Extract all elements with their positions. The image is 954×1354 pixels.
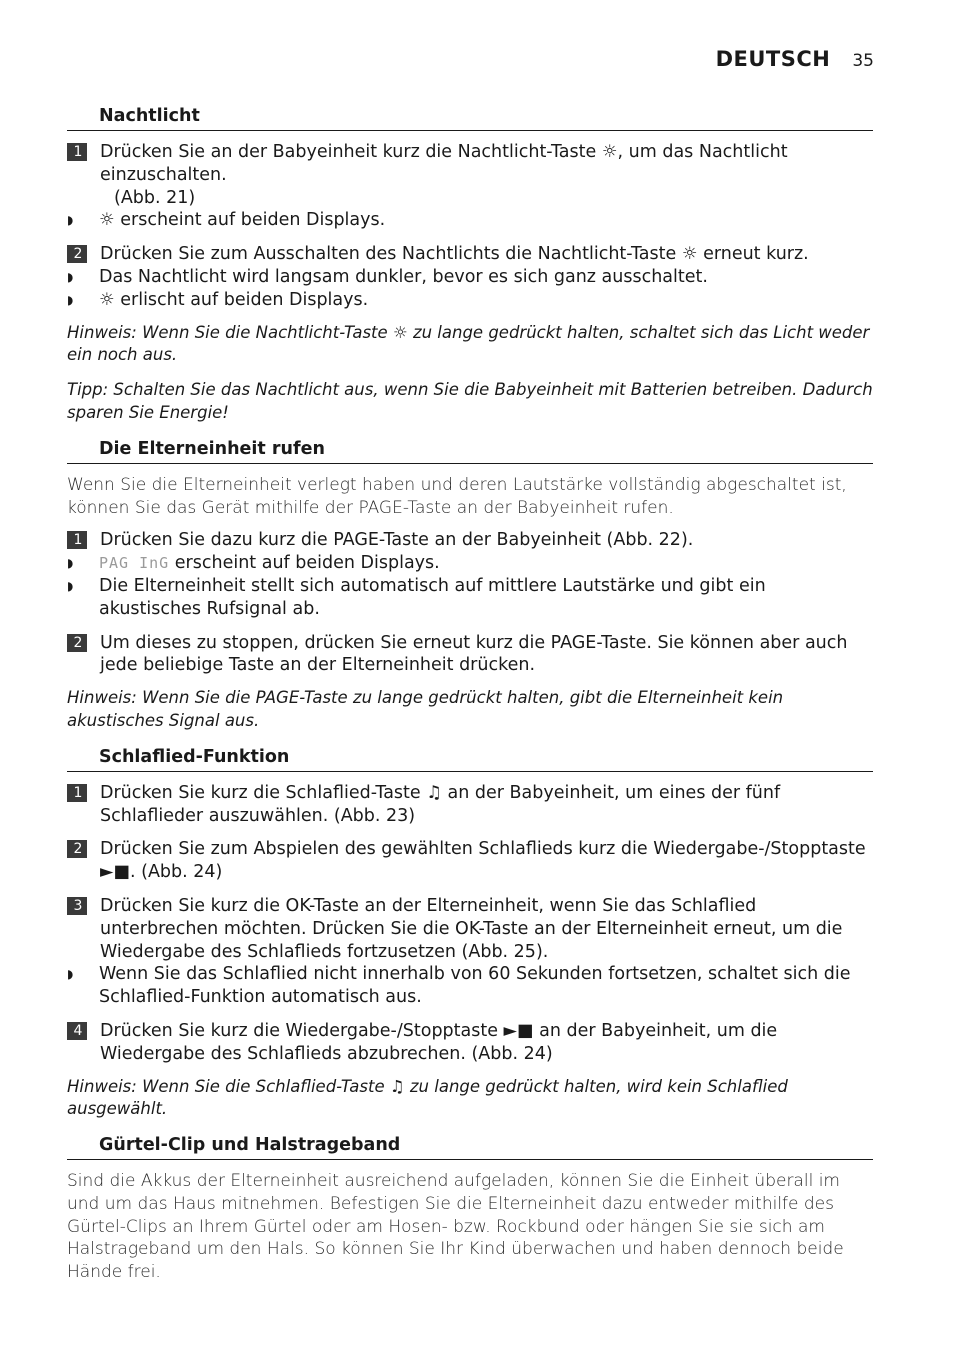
step-number: 2 [67,840,87,858]
step-1 [67,782,873,828]
page-number: 35 [852,51,874,71]
bullet-item [67,552,873,575]
step-number: 2 [67,634,87,652]
step-number: 2 [67,245,87,263]
bullet-item [67,575,873,621]
step-number: 1 [67,531,87,549]
step-1 [67,529,873,552]
step-1 [67,141,873,209]
step-text: Drücken Sie zum Abspielen des gewählten Schlaflieds kurz die Wiedergabe-/Stopptaste ►■. (Abb. 24) [100,839,866,883]
section-title: Schlaflied-Funktion [67,745,873,772]
section-title: Die Elterneinheit rufen [67,437,873,464]
bullet-icon: ◗ [67,292,74,307]
note-text: Hinweis: Wenn Sie die Nachtlicht-Taste ☼ zu lange gedrückt halten, schaltet sich das Licht weder ein noch aus. [67,322,870,365]
step-number: 1 [67,143,87,161]
step-4 [67,1020,873,1066]
bullet-text: Wenn Sie das Schlaflied nicht innerhalb von 60 Sekunden fortsetzen, schaltet sich die Schlaflied-Funktion automatisch aus. [99,964,851,1008]
step-text: Um dieses zu stoppen, drücken Sie erneut kurz die PAGE-Taste. Sie können aber auch jede beliebige Taste an der Elterneinheit drücken. [100,632,848,676]
section-guertel-clip [67,1133,873,1284]
language-label: DEUTSCH [715,47,831,71]
note-text: Hinweis: Wenn Sie die Schlaflied-Taste ♫ zu lange gedrückt halten, wird kein Schlaflied ausgewählt. [67,1076,788,1119]
bullet-text: ☼ erlischt auf beiden Displays. [99,289,369,310]
lcd-display-text: PAG InG [99,554,170,573]
bullet-text: ☼ erscheint auf beiden Displays. [99,210,386,231]
section-title: Nachtlicht [67,104,873,131]
step-text: Drücken Sie kurz die Schlaflied-Taste ♫ an der Babyeinheit, um eines der fünf Schlaflieder auszuwählen. (Abb. 23) [100,782,781,826]
step-text: Drücken Sie an der Babyeinheit kurz die Nachtlicht-Taste ☼, um das Nachtlicht einzuschalten. [100,142,788,185]
step-number: 4 [67,1022,87,1040]
bullet-text: Die Elterneinheit stellt sich automatisch auf mittlere Lautstärke und gibt ein akustisches Rufsignal ab. [99,575,766,619]
bullet-item [67,209,873,232]
bullet-icon: ◗ [67,556,74,571]
intro-paragraph: Wenn Sie die Elterneinheit verlegt haben und deren Lautstärke vollständig abgeschaltet ist, können Sie das Gerät mithilfe der PAGE-Taste an der Babyeinheit rufen. [67,474,847,518]
section-elterneinheit-rufen [67,437,873,733]
note-text: Hinweis: Wenn Sie die PAGE-Taste zu lange gedrückt halten, gibt die Elterneinheit kein akustisches Signal aus. [67,688,784,730]
bullet-item [67,289,873,312]
step-2 [67,632,873,678]
bullet-text: Das Nachtlicht wird langsam dunkler, bevor es sich ganz ausschaltet. [99,266,708,287]
bullet-icon: ◗ [67,213,74,228]
bullet-text: erscheint auf beiden Displays. [169,553,440,574]
step-text: Drücken Sie dazu kurz die PAGE-Taste an der Babyeinheit (Abb. 22). [100,530,694,551]
section-nachtlicht [67,104,873,425]
step-number: 3 [67,897,87,915]
page-content [67,104,873,1294]
step-text: Drücken Sie zum Ausschalten des Nachtlichts die Nachtlicht-Taste ☼ erneut kurz. [100,244,809,265]
step-2 [67,838,873,884]
bullet-icon: ◗ [67,269,74,284]
step-2 [67,243,873,266]
bullet-icon: ◗ [67,967,74,982]
section-title: Gürtel-Clip und Halstrageband [67,1133,873,1160]
intro-paragraph: Sind die Akkus der Elterneinheit ausreichend aufgeladen, können Sie die Einheit überall im und um das Haus mitnehmen. Befestigen Sie die Elterneinheit dazu entweder mithilfe des Gürtel-Clips an Ihrem Gürtel oder am Hosen- bzw. Rockbund oder hängen Sie sie sich am Halstrageband um den Hals. So können Sie Ihr Kind überwachen und haben dennoch beide Hände frei. [67,1171,844,1283]
bullet-item [67,266,873,289]
step-text-figure-ref: (Abb. 21) [114,187,196,208]
step-text: Drücken Sie kurz die Wiedergabe-/Stopptaste ►■ an der Babyeinheit, um die Wiedergabe des Schlaflieds abzubrechen. (Abb. 24) [100,1020,778,1064]
section-schlaflied-funktion [67,745,873,1121]
page-header [716,47,874,71]
step-3 [67,895,873,963]
bullet-item [67,963,873,1009]
step-text: Drücken Sie kurz die OK-Taste an der Elterneinheit, wenn Sie das Schlaflied unterbrechen möchten. Drücken Sie die OK-Taste an der Elterneinheit erneut, um die Wiedergabe des Schlaflieds fortzusetzen (Abb. 25). [100,895,843,962]
tip-text: Tipp: Schalten Sie das Nachtlicht aus, wenn Sie die Babyeinheit mit Batterien betreiben. Dadurch sparen Sie Energie! [67,380,873,422]
bullet-icon: ◗ [67,578,74,593]
step-number: 1 [67,784,87,802]
